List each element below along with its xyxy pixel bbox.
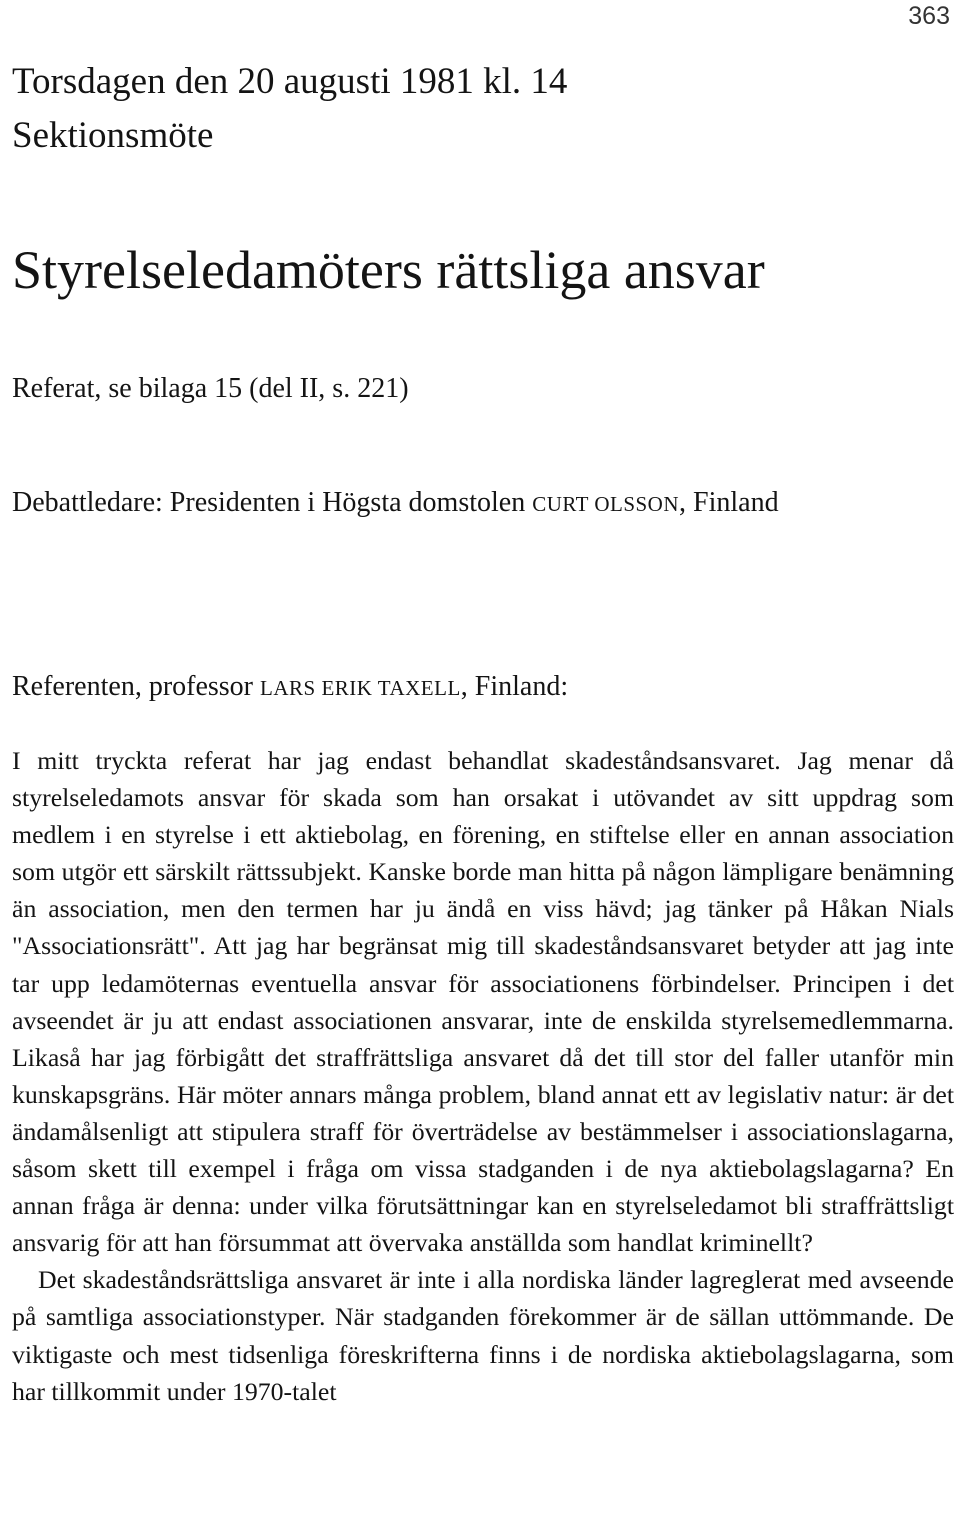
debate-leader-line (12, 489, 779, 517)
debate-leader-prefix: Debattledare: Presidenten i Högsta domstolen (12, 487, 533, 518)
speech-body (12, 742, 954, 1410)
session-date-line: Torsdagen den 20 augusti 1981 kl. 14 (12, 61, 568, 102)
paragraph-2: Det skadeståndsrättsliga ansvaret är inte i alla nordiska länder lagreglerat med avseende på samtliga associationstyper. När stadganden förekommer är de sällan uttömmande. De viktigaste och mest tidsenliga föreskrifterna finns i de nordiska aktiebolagslagarna, som har tillkommit under 1970-talet (12, 1265, 954, 1406)
speaker-suffix: , Finland: (460, 671, 569, 702)
paragraph-1: I mitt tryckta referat har jag endast behandlat skadeståndsansvaret. Jag menar då styrelseledamots ansvar för skada som han orsakat i utövandet av sitt uppdrag som medlem i en styrelse i ett aktiebolag, en förening, en stiftelse eller en annan association som utgör ett särskilt rättssubjekt. Kanske borde man hitta på någon lämpligare benämning än association, men den termen har ju ändå en viss hävd; jag tänker på Håkan Nials "Associationsrätt". Att jag har begränsat mig till skadeståndsansvaret betyder att jag inte tar upp ledamöternas eventuella ansvar för associationens förbindelser. Principen i det avseendet är ju att endast associationen ansvarar, inte de enskilda styrelsemedlemmarna. Likaså har jag förbigått det straffrättsliga ansvaret då det till stor del faller utanför min kunskapsgräns. Här möter annars många problem, bland annat ett av legislativ natur: är det ändamålsenligt att stipulera straff för överträdelse av bestämmelser i associationslagarna, såsom skett till exempel i fråga om vissa stadganden i de nya aktiebolagslagarna? En annan fråga är denna: under vilka förutsättningar kan en styrelseledamot bli straffrättsligt ansvarig för att han försummat att övervaka anställda som handlat kriminellt? (12, 746, 954, 1258)
speaker-name: LARS ERIK TAXELL (260, 676, 461, 700)
speaker-prefix: Referenten, professor (12, 671, 261, 702)
speaker-line (12, 673, 568, 701)
session-type-line: Sektionsmöte (12, 115, 214, 156)
page-number: 363 (908, 2, 950, 30)
debate-leader-suffix: , Finland (679, 487, 779, 518)
page-title: Styrelseledamöters rättsliga ansvar (12, 240, 765, 300)
referat-reference: Referat, se bilaga 15 (del II, s. 221) (12, 373, 409, 404)
debate-leader-name: CURT OLSSON (532, 492, 680, 516)
